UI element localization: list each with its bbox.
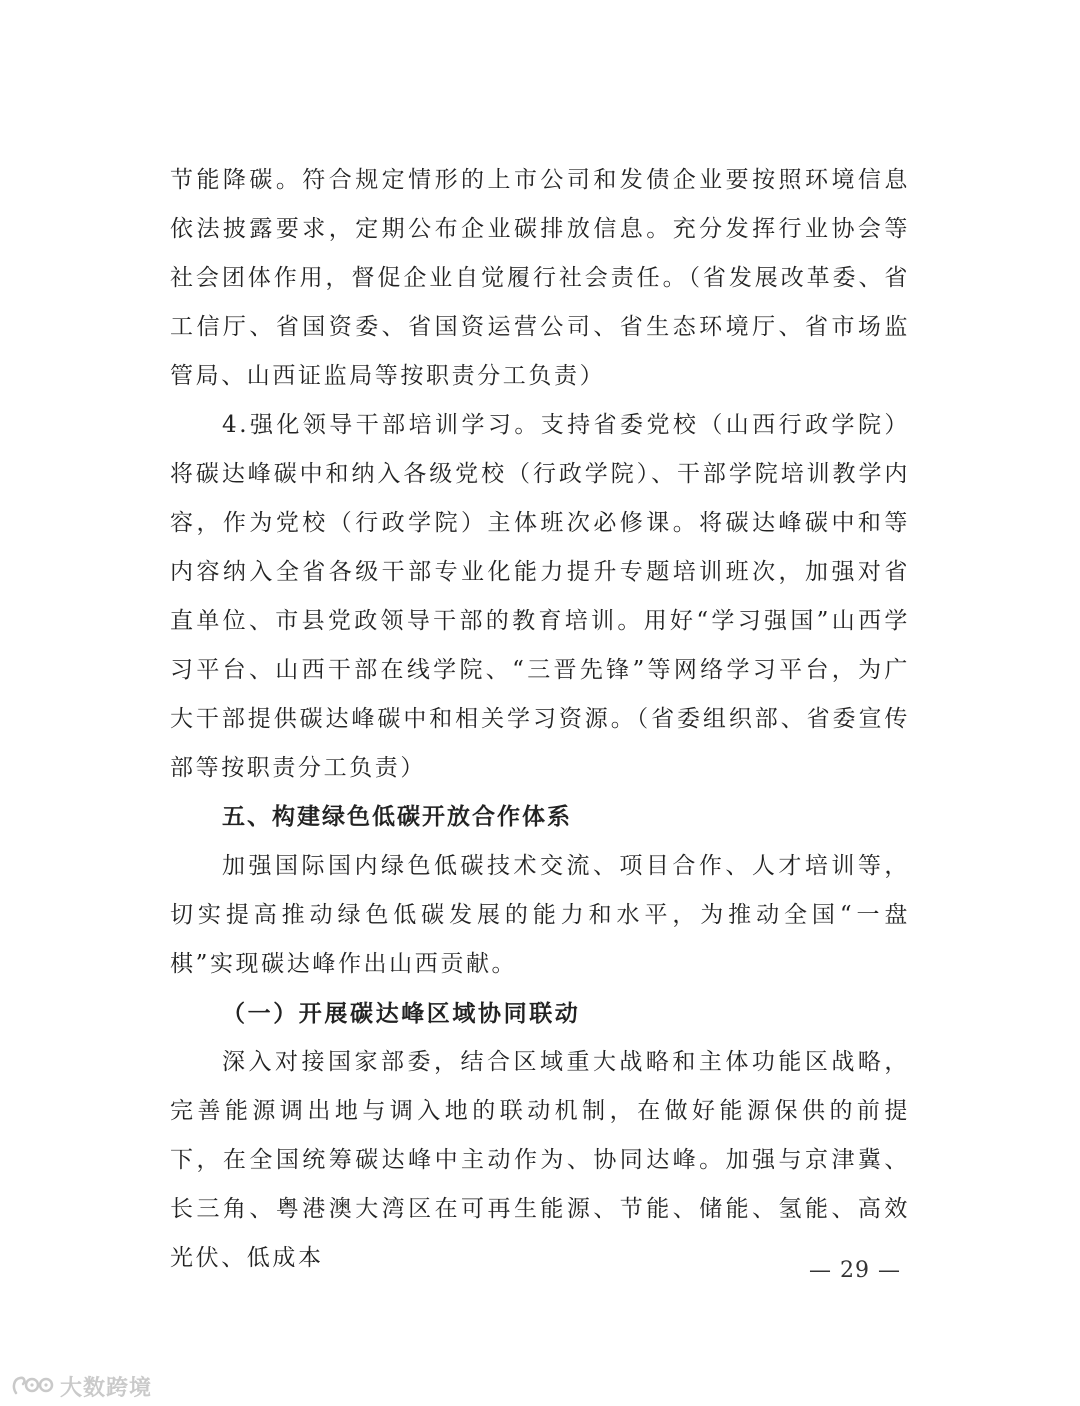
document-body — [170, 156, 910, 1283]
section-heading: 五、构建绿色低碳开放合作体系 — [222, 804, 572, 830]
subsection-heading: （一）开展碳达峰区域协同联动 — [222, 1000, 581, 1027]
page-number: — 29 — — [809, 1258, 901, 1283]
paragraph-item-4: 4.强化领导干部培训学习。支持省委党校（山西行政学院）将碳达峰碳中和纳入各级党校（行政学院）、干部学院培训教学内容，作为党校（行政学院）主体班次必修课。将碳达峰碳中和等内容纳入全省各级干部专业化能力提升专题培训班次，加强对省直单位、市县党政领导干部的教育培训。用好“学习强国”山西学习平台、山西干部在线学院、“三晋先锋”等网络学习平台，为广大干部提供碳达峰碳中和相关学习资源。（省委组织部、省委宣传部等按职责分工负责） — [170, 412, 910, 781]
watermark — [10, 1372, 152, 1400]
logo-icon — [10, 1373, 56, 1399]
watermark-text: 大数跨境 — [60, 1375, 153, 1401]
paragraph-continued: 节能降碳。符合规定情形的上市公司和发债企业要按照环境信息依法披露要求，定期公布企业碳排放信息。充分发挥行业协会等社会团体作用，督促企业自觉履行社会责任。（省发展改革委、省工信厅、省国资委、省国资运营公司、省生态环境厅、省市场监管局、山西证监局等按职责分工负责） — [170, 167, 910, 389]
paragraph-subsection: 深入对接国家部委，结合区域重大战略和主体功能区战略，完善能源调出地与调入地的联动机制，在做好能源保供的前提下，在全国统筹碳达峰中主动作为、协同达峰。加强与京津冀、长三角、粤港澳大湾区在可再生能源、节能、储能、氢能、高效光伏、低成本 — [170, 1049, 910, 1271]
paragraph-section-intro: 加强国际国内绿色低碳技术交流、项目合作、人才培训等，切实提高推动绿色低碳发展的能力和水平，为推动全国“一盘棋”实现碳达峰作出山西贡献。 — [170, 853, 910, 977]
